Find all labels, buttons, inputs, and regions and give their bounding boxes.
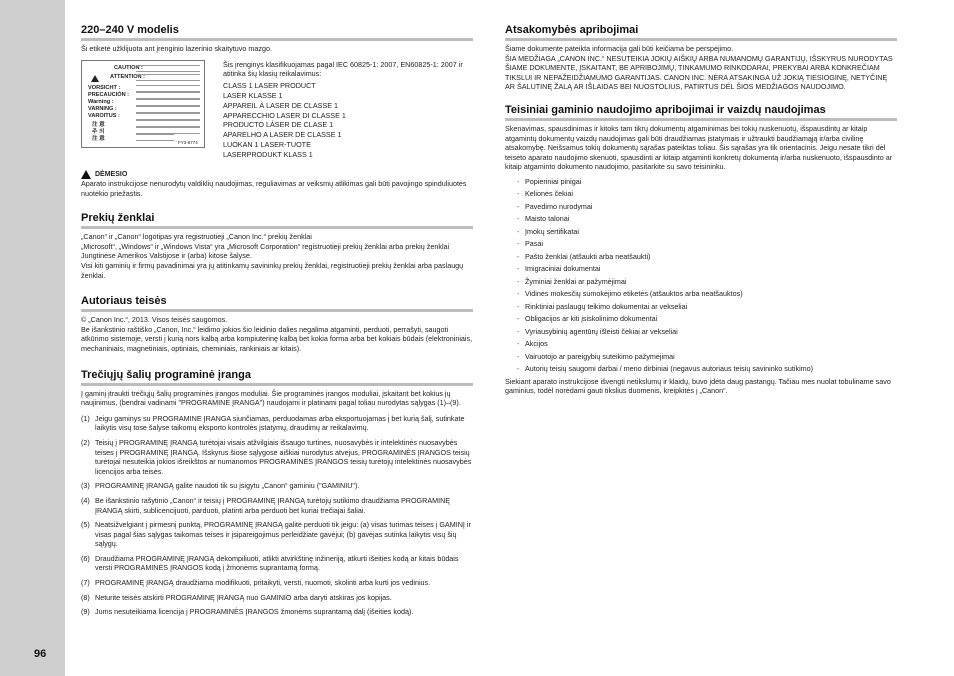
left-column (81, 24, 473, 617)
section-heading-copyright: Autoriaus teisės (81, 295, 473, 312)
right-column (505, 24, 897, 396)
document-list (517, 177, 897, 374)
third-party-intro: Į gaminį įtraukti trečiųjų šalių programinės įrangos moduliai. Šie programinės įrangos moduliai, įskaitant bet kokius jų naujinimus, (bendrai vadinami "PROGRAMINĖ ĮRANGA") naudojami ir platinami pagal toliau nurodytas sąlygas (1)–(9). (81, 388, 461, 408)
legal-outro: Siekiant aparato instrukcijose išvengti netikslumų ir klaidų, buvo įdėta daug pastangų. Tačiau mes nuolat tobuliname savo gaminius, todėl norėdami gauti tikslius duomenis, kreipkitės į „Canon“. (505, 376, 891, 396)
label-row: VAROITUS : (88, 112, 120, 119)
laser-warning-icon (91, 75, 99, 82)
caution-title: DĖMESIO (95, 171, 128, 179)
list-item: - Vidinės mokesčių sumokėjimo etiketės (atšauktos arba neatšauktos) (517, 289, 897, 299)
list-item: - Imigraciniai dokumentai (517, 264, 897, 274)
laser-class: APARELHO A LASER DE CLASSE 1 (223, 130, 342, 140)
list-item: - Kelionės čekiai (517, 189, 897, 199)
caution-header (81, 170, 473, 179)
list-item: - Žyminiai ženklai ar pažymėjimai (517, 277, 897, 287)
label-row: PRECAUCIÓN : (88, 91, 130, 98)
page-number: 96 (34, 648, 47, 660)
numbered-item: (6) Draudžiama PROGRAMINĘ ĮRANGĄ dekompiliuoti, atlikti atvirkštinę inžineriją, atkurti išeities kodą ar kitais būdais versti PROGRAMINĖS ĮRANGOS kodą į žmonėms suprantamą formą. (81, 553, 459, 573)
section-heading-third-party: Trečiųjų šalių programinė įranga (81, 369, 473, 386)
list-item: - Maisto talonai (517, 214, 897, 224)
disclaimer-p1: Šiame dokumente pateikta informacija gali būti keičiama be perspėjimo. (505, 44, 734, 53)
laser-classification: Šis įrenginys klasifikuojamas pagal IEC 60825-1: 2007, EN60825-1: 2007 ir atitinka šių klasių reikalavimus: (223, 59, 463, 79)
list-item: - Pasai (517, 239, 897, 249)
numbered-item: (2) Teisių į PROGRAMINĘ ĮRANGĄ turėtojai visais atžvilgiais išsaugo turtines, nuosavybės ir intelektinės nuosavybės teises į PROGRAMINĘ ĮRANGĄ. Išskyrus šiose sąlygose aiškiai nurodytus atvejus, PROGRAMINĖS ĮRANGOS teisių turėtojai nesuteikia jokios išreikštos ar numanomos PROGRAMINĖS ĮRANGOS teisių turėtojų intelektinės nuosavybės licencijos arba teisės. (81, 437, 472, 476)
laser-label-block (81, 60, 473, 160)
numbered-item: (7) PROGRAMINĘ ĮRANGĄ draudžiama modifikuoti, pritaikyti, versti, nuomoti, skolinti arba kurti jos vedinius. (81, 578, 431, 588)
list-item: - Autorių teisių saugomi darbai / meno dirbiniai (negavus autoriaus teisių savininko sutikimo) (517, 364, 897, 374)
label-row: CAUTION : (114, 64, 143, 71)
label-code: FY3-6774 (178, 139, 198, 145)
numbered-item: (9) Jums nesuteikiama licencija į PROGRAMINĖS ĮRANGOS žmonėms suprantamą dalį (išeities kodą). (81, 607, 414, 617)
list-item: - Popieriniai pinigai (517, 177, 897, 187)
list-item: - Vyriausybinių agentūrų išleisti čekiai ar vekseliai (517, 327, 897, 337)
laser-class: APPARECCHIO LASER DI CLASSE 1 (223, 110, 346, 120)
trademark-p2: „Microsoft“, „Windows“ ir „Windows Vista“ yra „Microsoft Corporation“ registruotieji prekių ženklai arba prekių ženklai Jungtinėse Amerikos Valstijose ir (arba) kitose šalyse. (81, 241, 450, 261)
list-item: - Akcijos (517, 339, 897, 349)
list-item: - Įmokų sertifikatai (517, 227, 897, 237)
label-row: VARNING : (88, 105, 117, 112)
copyright-p2: Be išankstinio raštiško „Canon, Inc.“ leidimo jokios šio leidinio dalies negalima atgaminti, perduoti, perrašyti, saugoti atkūrimo sistemoje, versti į kurią nors kalbą arba kompiuterinę kalbą bet kokia forma arba bet kokiais būdais (elektroniniais, mechaniniais, magnetiniais, optiniais, cheminiais, rankiniais ar kitais). (81, 324, 473, 353)
trademark-p1: „Canon“ ir „Canon“ logotipas yra registruotieji „Canon Inc.“ prekių ženklai (81, 232, 312, 242)
disclaimer-p2: ŠIA MEDŽIAGA „CANON INC.“ NESUTEIKIA JOKIŲ AIŠKIŲ ARBA NUMANOMŲ GARANTIJŲ, IŠSKYRUS NURODYTAS ŠIAME DOKUMENTE, ĮSKAITANT, BE APRIBOJIMŲ, TINKAMUMO RINKODARAI, PREKYBAI ARBA KONKREČIAM TIKSLUI IR NEPAŽEIDŽIAMUMO GARANTIJAS. CANON INC. NĖRA ATSAKINGA UŽ JOKIĄ TIESIOGINĘ, NETYČINĘ AR ŠALUTINĘ ŽALĄ AR IŠLAIDAS BEI NUOSTOLIUS, PATIRTUS DĖL ŠIOS MEDŽIAGOS NAUDOJIMO. (505, 53, 893, 92)
caution-text: Aparato instrukcijose nenurodytų valdiklių naudojimas, reguliavimas ar veiksmų atlikimas gali būti pavojingo spinduliuotės nuotėkio priežastis. (81, 179, 467, 198)
section-heading-trademarks: Prekių ženklai (81, 212, 473, 229)
page-margin-bar (0, 0, 65, 676)
legal-intro: Skenavimas, spausdinimas ir kitoks tam tikrų dokumentų atgaminimas bei tokių nuskenuotų, išspausdintų ar kitaip atgamintų dokumentų vaizdų naudojimas gali būti draudžiamas įstatymais ir užtraukti baudžiamąją ir/arba civilinę atsakomybę. Neišsamus tokių dokumentų sąrašas pateiktas toliau. Šis sąrašas yra tik orientacinis. Jeigu nesate tikri dėl teisėto aparato naudojimo skenuoti, spausdinti ar kitaip atgaminti konkretų dokumentą ir/arba nuskenuoto, išspausdinto ar kitaip atgaminto dokumento naudojimo, pasitarkite su savo teisininku. (505, 123, 893, 172)
list-item: - Rinktiniai paslaugų teikimo dokumentai ar vekseliai (517, 302, 897, 312)
laser-warning-label-image (81, 60, 205, 148)
numbered-item: (1) Jeigu gaminys su PROGRAMINE ĮRANGA siunčiamas, perduodamas arba eksportuojamas į bet kurią šalį, sutinkate laikytis visų tose šalyse taikomų eksporto kontrolės įstatymų, draudimų ar reikalavimų. (81, 413, 465, 433)
label-row: VORSICHT : (88, 84, 121, 91)
laser-intro: Ši etiketė užklijuota ant įrenginio lazerinio skaitytuvo mazgo. (81, 44, 272, 53)
copyright-p1: © „Canon Inc.“, 2013. Visos teisės saugomos. (81, 315, 228, 325)
laser-class-list (223, 81, 473, 160)
list-item: - Obligacijos ar kiti įsiskolinimo dokumentai (517, 314, 897, 324)
list-item: - Vairuotojo ar pareigybių suteikimo pažymėjimai (517, 352, 897, 362)
list-item: - Pašto ženklai (atšaukti arba neatšaukti) (517, 252, 897, 262)
trademark-p3: Visi kiti gaminių ir firmų pavadinimai yra jų atitinkamų savininkų prekių ženklai, registruotieji prekių ženklai arba paslaugų ženklai. (81, 261, 464, 280)
laser-class: APPAREIL À LASER DE CLASSE 1 (223, 100, 339, 110)
section-heading-laser: 220–240 V modelis (81, 24, 473, 41)
section-heading-legal-use: Teisiniai gaminio naudojimo apribojimai ir vaizdų naudojimas (505, 104, 897, 121)
label-row: 注 意 (92, 135, 105, 142)
numbered-item: (3) PROGRAMINĘ ĮRANGĄ galite naudoti tik su įsigytu „Canon“ gaminiu ("GAMINIU"). (81, 481, 360, 491)
numbered-item: (4) Be išankstinio rašytinio „Canon“ ir teisių į PROGRAMINĘ ĮRANGĄ turėtojų sutikimo draudžiama PROGRAMINĘ ĮRANGĄ skirti, sublicencijuoti, parduoti, platinti arba perduoti bet kuriai trečiajai šaliai. (81, 495, 451, 515)
list-item: - Pavedimo nurodymai (517, 202, 897, 212)
laser-class: LUOKAN 1 LASER-TUOTE (223, 140, 311, 150)
laser-class: CLASS 1 LASER PRODUCT (223, 80, 316, 90)
numbered-item: (5) Neatsižvelgiant į pirmesnį punktą, PROGRAMINĘ ĮRANGĄ galite perduoti tik jeigu: (a) visas turimas teises į GAMINĮ ir visas pagal šias sąlygas taikomas teises ir įsipareigojimus perleidžiate gavėjui; (b) gavėjas sutinka laikytis visų šių sąlygų. (81, 520, 471, 549)
warning-triangle-icon (81, 170, 91, 179)
section-heading-disclaimer: Atsakomybės apribojimai (505, 24, 897, 41)
laser-class: LASERPRODUKT KLASS 1 (223, 150, 313, 160)
label-row: Warning : (88, 98, 114, 105)
label-row: 注 意 (92, 121, 105, 128)
label-row: 주 의 (92, 128, 105, 135)
laser-class: PRODUCTO LÁSER DE CLASE 1 (223, 120, 334, 130)
laser-class: LASER KLASSE 1 (223, 90, 283, 100)
label-row: ATTENTION : (110, 73, 146, 80)
numbered-item: (8) Neturite teisės atskirti PROGRAMINĘ ĮRANGĄ nuo GAMINIO arba daryti atskiras jos kopijas. (81, 592, 392, 602)
